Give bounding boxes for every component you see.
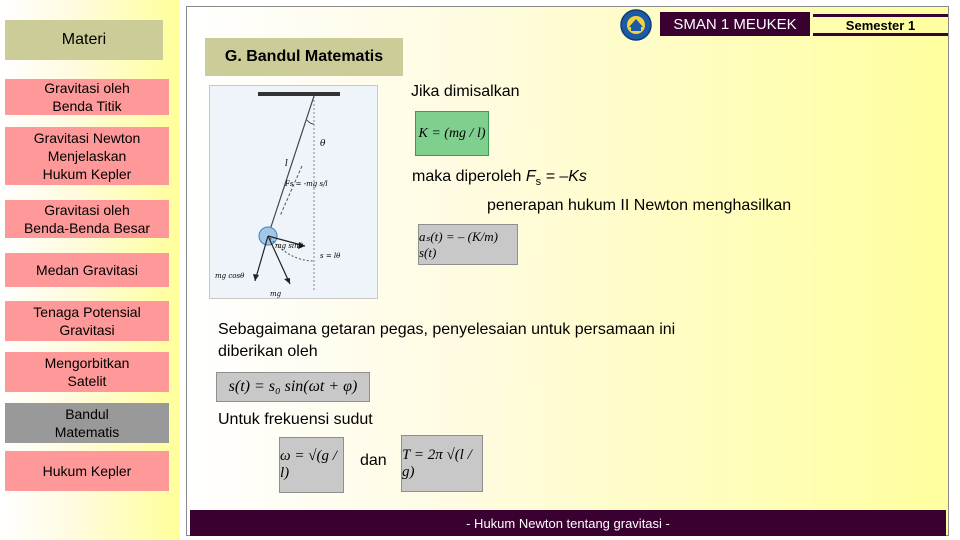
fs-label: Fs = -mg s/l xyxy=(285,180,328,188)
length-label: l xyxy=(285,159,288,169)
text-maka-suffix: = –Ks xyxy=(541,168,587,185)
sidebar-item-gravitasi-benda-titik[interactable]: Gravitasi oleh Benda Titik xyxy=(5,79,169,115)
formula-angular-frequency: ω = √(g / l) xyxy=(279,437,344,493)
mg-cos-label: mg cosθ xyxy=(215,272,245,280)
page-title: G. Bandul Matematis xyxy=(205,38,403,76)
sidebar-item-medan-gravitasi[interactable]: Medan Gravitasi xyxy=(5,253,169,287)
text-jika-dimisalkan: Jika dimisalkan xyxy=(411,83,520,100)
sidebar-item-mengorbitkan-satelit[interactable]: Mengorbitkan Satelit xyxy=(5,352,169,392)
formula-solution: s(t) = s₀ sin(ωt + φ) xyxy=(216,372,370,402)
text-f-sub: s xyxy=(535,176,542,189)
sidebar xyxy=(0,0,180,540)
text-f-var: F xyxy=(525,168,536,185)
text-maka-prefix: maka diperoleh xyxy=(412,168,526,185)
sidebar-item-bandul-matematis[interactable]: Bandul Matematis xyxy=(5,403,169,443)
s-eq-label: s = lθ xyxy=(320,252,341,260)
theta-label: θ xyxy=(320,139,326,149)
school-emblem-icon xyxy=(619,8,653,42)
pendulum-diagram xyxy=(210,86,377,298)
text-penerapan-newton: penerapan hukum II Newton menghasilkan xyxy=(487,197,792,214)
pendulum-figure xyxy=(209,85,378,299)
text-dan: dan xyxy=(360,452,387,469)
text-sebagaimana-line1: Sebagaimana getaran pegas, penyelesaian untuk persamaan ini xyxy=(218,321,676,338)
text-sebagaimana-line2: diberikan oleh xyxy=(218,343,318,360)
semester-label: Semester 1 xyxy=(813,14,948,36)
formula-k-definition: K = (mg / l) xyxy=(415,111,489,156)
formula-acceleration: aₛ(t) = – (K/m) s(t) xyxy=(418,224,518,265)
mg-label: mg xyxy=(270,290,282,298)
sidebar-heading: Materi xyxy=(5,20,163,60)
sidebar-item-hukum-kepler[interactable]: Hukum Kepler xyxy=(5,451,169,491)
mg-sin-label: mg sinθ xyxy=(275,242,303,250)
sidebar-item-gravitasi-benda-besar[interactable]: Gravitasi oleh Benda-Benda Besar xyxy=(5,200,169,238)
school-name: SMAN 1 MEUKEK xyxy=(660,12,810,36)
formula-period: T = 2π √(l / g) xyxy=(401,435,483,492)
footer-bar: - Hukum Newton tentang gravitasi - xyxy=(190,510,946,536)
sidebar-item-tenaga-potensial[interactable]: Tenaga Potensial Gravitasi xyxy=(5,301,169,341)
text-maka-diperoleh xyxy=(412,168,587,188)
text-frekuensi-sudut: Untuk frekuensi sudut xyxy=(218,411,373,428)
sidebar-item-gravitasi-newton-kepler[interactable]: Gravitasi Newton Menjelaskan Hukum Kepler xyxy=(5,127,169,185)
